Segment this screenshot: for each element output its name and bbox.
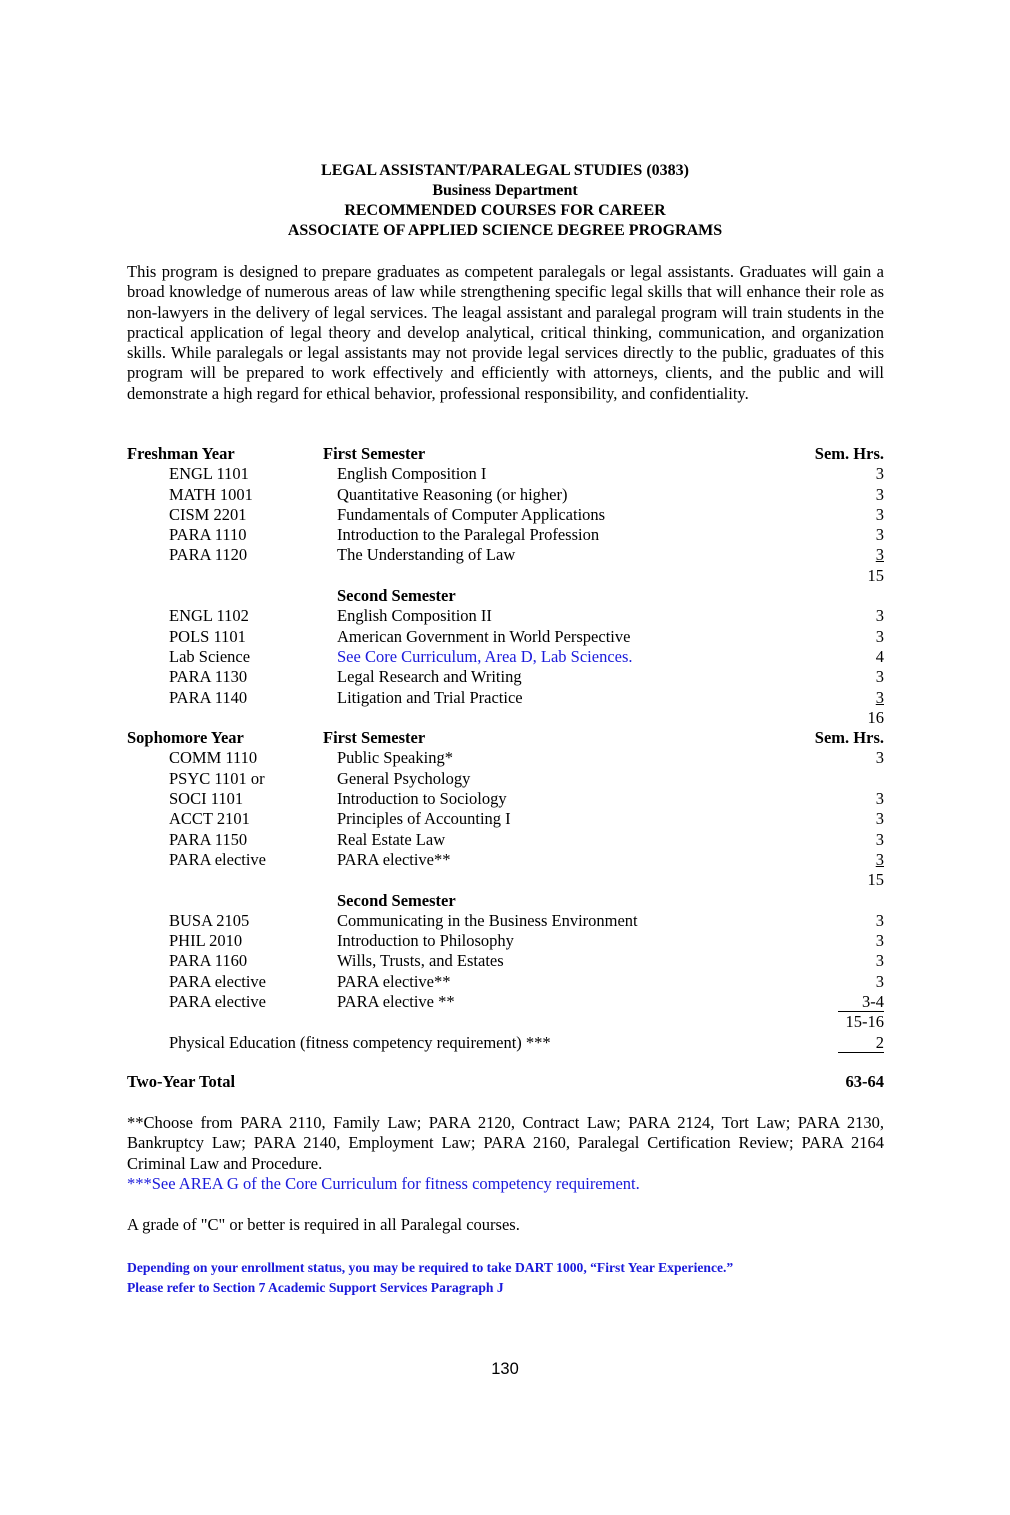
course-code: PHIL 2010 (169, 931, 243, 951)
course-hours: 3 (875, 667, 884, 687)
enrollment-notice-line-1: Depending on your enrollment status, you may be required to take DART 1000, “First Year Experience.” (127, 1260, 734, 1275)
course-title: Fundamentals of Computer Applications (337, 504, 606, 524)
semester-label: First Semester (323, 728, 426, 748)
course-code: SOCI 1101 (169, 789, 244, 809)
course-hours: 3 (875, 484, 884, 504)
pe-requirement-row (127, 1033, 884, 1053)
lab-sciences-link[interactable]: See Core Curriculum, Area D, Lab Sciences. (337, 646, 633, 666)
semester-total-row (127, 1012, 884, 1032)
course-hours: 3 (875, 829, 884, 849)
course-hours: 3 (875, 931, 884, 951)
course-row (127, 627, 884, 647)
course-title: PARA elective** (337, 971, 451, 991)
course-title: Legal Research and Writing (337, 667, 522, 687)
semester-label: First Semester (323, 444, 426, 463)
course-title: Real Estate Law (337, 829, 446, 849)
semester-total-row (127, 708, 884, 728)
course-title: English Composition I (337, 464, 487, 484)
course-code: PSYC 1101 or (169, 768, 265, 788)
course-row (127, 972, 884, 992)
course-row (127, 688, 884, 708)
course-code: PARA 1110 (169, 525, 247, 545)
course-row (127, 748, 884, 768)
course-row (127, 992, 884, 1012)
course-code: PARA 1150 (169, 829, 248, 849)
hours-header: Sem. Hrs. (814, 444, 884, 463)
course-title: Introduction to Philosophy (337, 931, 514, 951)
course-hours: 3 (875, 951, 884, 971)
course-title: American Government in World Perspective (337, 626, 631, 646)
course-title: Principles of Accounting I (337, 809, 511, 829)
course-title: The Understanding of Law (337, 545, 516, 565)
semester-total: 16 (867, 707, 884, 727)
course-hours: 3 (875, 809, 884, 829)
course-hours: 3 (875, 687, 884, 707)
course-title: Public Speaking* (337, 748, 453, 768)
course-title: PARA elective ** (337, 992, 455, 1012)
course-row (127, 647, 884, 667)
two-year-total (127, 1072, 884, 1092)
sophomore-header-row (127, 728, 884, 748)
course-title: Quantitative Reasoning (or higher) (337, 484, 568, 504)
course-hours: 3-4 (838, 993, 884, 1012)
course-row (127, 951, 884, 971)
course-hours: 3 (875, 626, 884, 646)
total-value: 63-64 (845, 1072, 884, 1091)
course-code: BUSA 2105 (169, 910, 250, 930)
program-description: This program is designed to prepare graduates as competent paralegals or legal assistants. Graduates will gain a broad knowledge of numerous areas of law while strengthening specific legal skills that will enhance their role as non-lawyers in the delivery of legal services. The leagal assistant and paralegal program will train students in the practical application of legal theory and develop analytical, critical thinking, communication, and organization skills. While paralegals or legal assistants may not provide legal services directly to the public, graduates of this program will be prepared to work effectively and efficiently with attorneys, clients, and the public and will demonstrate a high regard for ethical behavior, professional responsibility, and confidentiality. (127, 262, 884, 403)
course-code: MATH 1001 (169, 484, 253, 504)
course-title: Communicating in the Business Environment (337, 910, 638, 930)
course-code: ENGL 1101 (169, 464, 249, 484)
semester-label: Second Semester (337, 890, 456, 910)
semester-total-row (127, 566, 884, 586)
header-subtitle-2: ASSOCIATE OF APPLIED SCIENCE DEGREE PROGRAMS (287, 222, 723, 239)
course-code: ENGL 1102 (169, 606, 249, 626)
course-hours: 3 (875, 504, 884, 524)
course-row (127, 850, 884, 870)
year-label: Freshman Year (127, 444, 235, 463)
course-code: CISM 2201 (169, 504, 247, 524)
semester-total: 15-16 (845, 1012, 884, 1032)
course-title: Wills, Trusts, and Estates (337, 951, 504, 971)
course-code: PARA elective (169, 849, 267, 869)
enrollment-notice-line-2: Please refer to Section 7 Academic Support Services Paragraph J (127, 1279, 504, 1295)
course-title: Introduction to Sociology (337, 789, 507, 809)
department-name: Business Department (432, 182, 578, 199)
course-code: Lab Science (169, 646, 251, 666)
course-row (127, 830, 884, 850)
course-code: PARA 1130 (169, 667, 248, 687)
year-label: Sophomore Year (127, 728, 244, 748)
course-code: PARA elective (169, 992, 267, 1012)
program-title: LEGAL ASSISTANT/PARALEGAL STUDIES (0383) (321, 162, 689, 179)
course-row (127, 809, 884, 829)
course-title: Litigation and Trial Practice (337, 687, 523, 707)
course-code: PARA 1160 (169, 951, 248, 971)
course-hours: 4 (875, 646, 884, 666)
grade-requirement: A grade of "C" or better is required in all Paralegal courses. (127, 1215, 520, 1234)
page-number: 130 (491, 1360, 519, 1378)
course-hours: 3 (875, 971, 884, 991)
course-title: PARA elective** (337, 849, 451, 869)
hours-header: Sem. Hrs. (814, 728, 884, 748)
course-hours: 3 (875, 606, 884, 626)
course-row (127, 789, 884, 809)
course-row (127, 485, 884, 505)
semester-total-row (127, 870, 884, 890)
semester-header-row (127, 891, 884, 911)
enrollment-notice (127, 1258, 884, 1297)
course-hours: 3 (875, 464, 884, 484)
course-row (127, 931, 884, 951)
course-code: PARA 1120 (169, 545, 248, 565)
course-hours: 3 (875, 789, 884, 809)
course-row (127, 606, 884, 626)
semester-header-row (127, 586, 884, 606)
course-title: General Psychology (337, 768, 471, 788)
course-row (127, 464, 884, 484)
course-row (127, 545, 884, 565)
total-label: Two-Year Total (127, 1072, 236, 1091)
pe-hours: 2 (838, 1034, 884, 1053)
course-schedule (127, 444, 884, 1053)
elective-note: **Choose from PARA 2110, Family Law; PARA 2120, Contract Law; PARA 2124, Tort Law; PARA 2130, Bankruptcy Law; PARA 2140, Employment Law; PARA 2160, Paralegal Certification Review; PARA 2164 Criminal Law and Procedure. (127, 1113, 884, 1173)
header-subtitle-1: RECOMMENDED COURSES FOR CAREER (344, 202, 666, 219)
course-row (127, 911, 884, 931)
freshman-header-row (127, 444, 884, 464)
course-hours: 3 (875, 910, 884, 930)
course-hours: 3 (875, 545, 884, 565)
course-row (127, 769, 884, 789)
course-code: PARA elective (169, 971, 267, 991)
course-code: PARA 1140 (169, 687, 248, 707)
course-title: Introduction to the Paralegal Profession (337, 525, 600, 545)
pe-requirement-label: Physical Education (fitness competency requirement) *** (169, 1032, 551, 1052)
course-code: POLS 1101 (169, 626, 246, 646)
semester-total: 15 (867, 565, 884, 585)
course-hours: 3 (875, 748, 884, 768)
fitness-note-link[interactable]: ***See AREA G of the Core Curriculum for fitness competency requirement. (127, 1174, 640, 1193)
course-hours: 3 (875, 525, 884, 545)
course-row (127, 505, 884, 525)
course-row (127, 525, 884, 545)
course-hours: 3 (875, 849, 884, 869)
semester-total: 15 (867, 870, 884, 890)
course-title: English Composition II (337, 606, 492, 626)
document-header (0, 161, 1010, 241)
course-code: COMM 1110 (169, 748, 258, 768)
course-code: ACCT 2101 (169, 809, 250, 829)
semester-label: Second Semester (337, 586, 456, 606)
course-row (127, 667, 884, 687)
